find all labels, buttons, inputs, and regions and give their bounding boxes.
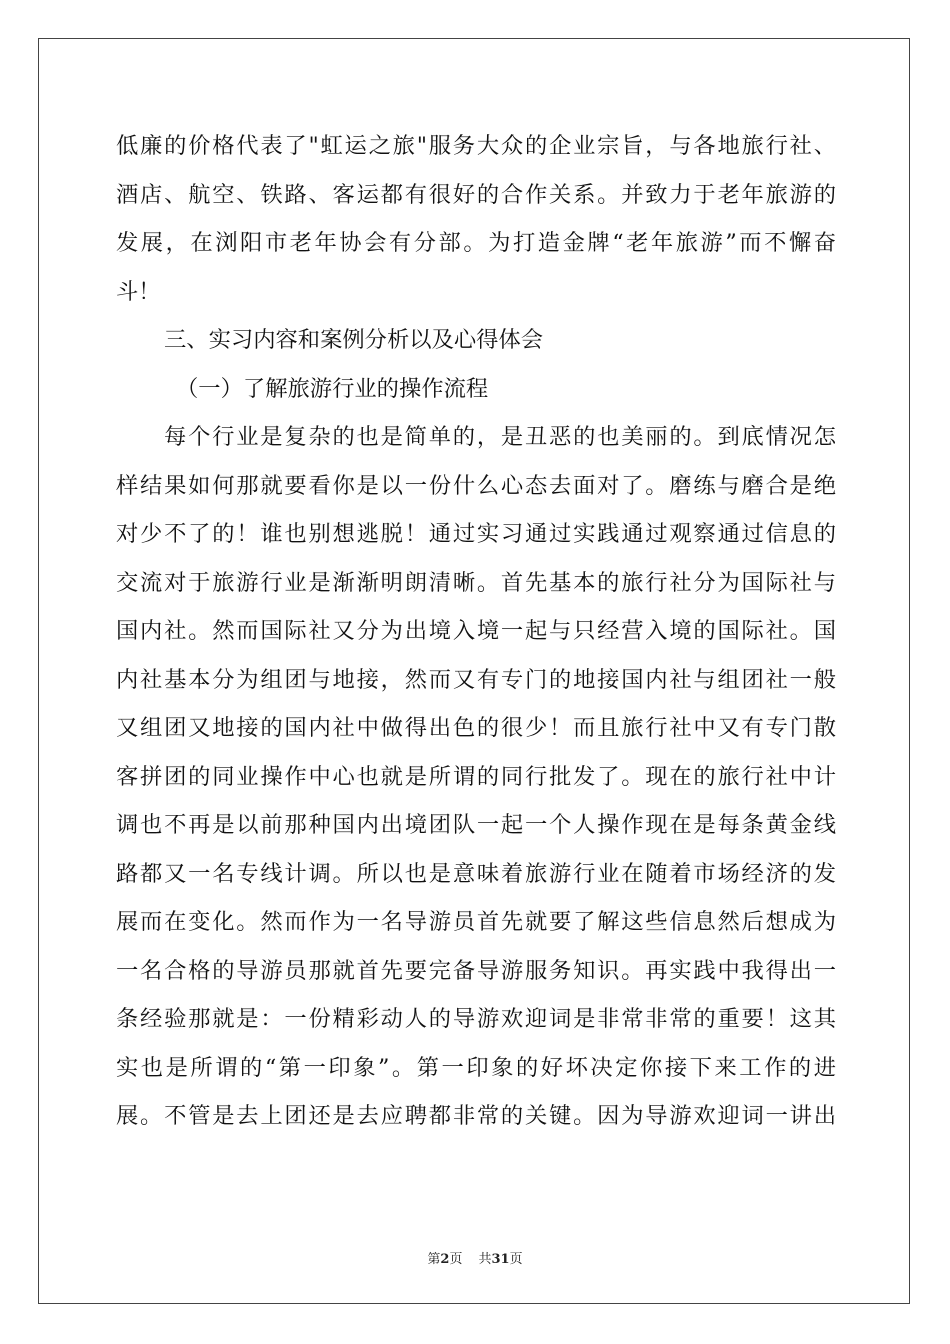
page-suffix: 页 [449,1252,463,1267]
document-body [116,122,836,1141]
text-line: 展。不管是去上团还是去应聘都非常的关键。因为导游欢迎词一讲出 [116,1103,836,1129]
text-line: 实也是所谓的“第一印象”。第一印象的好坏决定你接下来工作的进 [116,1054,836,1081]
text-line: 交流对于旅游行业是渐渐明朗清晰。首先基本的旅行社分为国际社与 [116,569,836,596]
total-pages: 31 [491,1252,510,1267]
section-heading: 三、实习内容和案例分析以及心得体会 [164,327,544,353]
text-line: 又组团又地接的国内社中做得出色的很少！而且旅行社中又有专门散 [116,715,836,741]
text-line: 发展，在浏阳市老年协会有分部。为打造金牌“老年旅游”而不懈奋 [116,230,836,256]
text-line: 对少不了的！谁也别想逃脱！通过实习通过实践通过观察通过信息的 [116,521,836,547]
text-line: 内社基本分为组团与地接，然而又有专门的地接国内社与组团社一般 [116,666,836,693]
text-line: 条经验那就是：一份精彩动人的导游欢迎词是非常非常的重要！这其 [116,1006,836,1032]
subsection-heading: （一）了解旅游行业的操作流程 [176,375,489,402]
text-line: 展而在变化。然而作为一名导游员首先就要了解这些信息然后想成为 [116,909,836,935]
page-prefix: 第 [427,1252,441,1267]
page-footer [0,1248,950,1267]
text-line: 国内社。然而国际社又分为出境入境一起与只经营入境的国际社。国 [116,618,836,644]
text-line: 路都又一名专线计调。所以也是意味着旅游行业在随着市场经济的发 [116,860,836,887]
page-number: 2 [440,1252,450,1267]
text-line: 一名合格的导游员那就首先要完备导游服务知识。再实践中我得出一 [116,957,836,984]
text-line: 酒店、航空、铁路、客运都有很好的合作关系。并致力于老年旅游的 [116,181,836,208]
text-line: 调也不再是以前那种国内出境团队一起一个人操作现在是每条黄金线 [116,812,836,838]
total-suffix: 页 [509,1252,523,1267]
text-line: 斗！ [116,278,161,305]
text-line: 低廉的价格代表了"虹运之旅"服务大众的企业宗旨，与各地旅行社、 [116,133,836,159]
text-line: 每个行业是复杂的也是简单的，是丑恶的也美丽的。到底情况怎 [164,424,836,450]
text-line: 样结果如何那就要看你是以一份什么心态去面对了。磨练与磨合是绝 [116,472,836,499]
total-prefix: 共 [478,1252,492,1267]
text-line: 客拼团的同业操作中心也就是所谓的同行批发了。现在的旅行社中计 [116,763,836,790]
